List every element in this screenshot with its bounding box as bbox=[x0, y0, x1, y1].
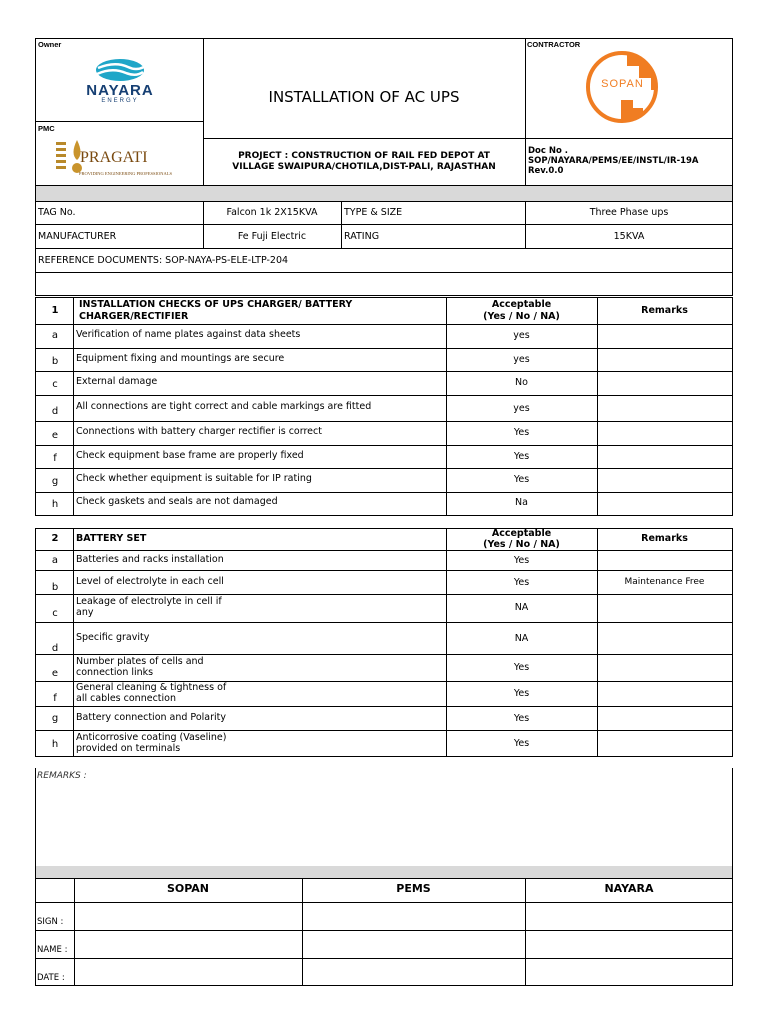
s1-row-a-value: yes bbox=[513, 330, 530, 341]
manufacturer-value: Fe Fuji Electric bbox=[237, 231, 307, 242]
s2-row-h-text-1: Anticorrosive coating (Vaseline) bbox=[76, 732, 227, 743]
s2-row-c-text-1: Leakage of electrolyte in cell if bbox=[76, 596, 222, 607]
type-value: Three Phase ups bbox=[589, 207, 669, 218]
s2-row-f-text-2: all cables connection bbox=[76, 693, 176, 704]
s1-line-c bbox=[35, 395, 733, 396]
s1-row-b-value: yes bbox=[513, 354, 530, 365]
s2-line-c bbox=[35, 622, 733, 623]
contractor-label: CONTRACTOR bbox=[527, 40, 581, 49]
s1-row-e-letter: e bbox=[51, 430, 59, 441]
info-line-3 bbox=[35, 272, 733, 273]
s2-row-a-text: Batteries and racks installation bbox=[76, 554, 224, 565]
date-label: DATE : bbox=[37, 973, 65, 983]
contractor-logo bbox=[585, 50, 660, 125]
s2-row-b-text: Level of electrolyte in each cell bbox=[76, 576, 224, 587]
sign-label: SIGN : bbox=[37, 917, 64, 927]
s1-row-b-text: Equipment fixing and mountings are secure bbox=[76, 353, 285, 364]
s1-row-d-text: All connections are tight correct and cable markings are fitted bbox=[76, 401, 372, 412]
s2-row-d-text: Specific gravity bbox=[76, 632, 150, 643]
s1-row-f-value: Yes bbox=[513, 451, 530, 462]
s1-row-c-letter: c bbox=[52, 379, 58, 390]
s2-row-f-text-1: General cleaning & tightness of bbox=[76, 682, 227, 693]
s2-row-h-letter: h bbox=[51, 739, 59, 750]
s1-line-e bbox=[35, 445, 733, 446]
s2-row-d-letter: d bbox=[51, 643, 59, 654]
name-label: NAME : bbox=[37, 945, 68, 955]
section1-title-1: INSTALLATION CHECKS OF UPS CHARGER/ BATTERY bbox=[79, 299, 353, 310]
s2-row-g-letter: g bbox=[51, 713, 59, 724]
section1-remarks-header: Remarks bbox=[641, 305, 688, 316]
s1-vline-3 bbox=[597, 297, 598, 516]
separator-bar-2 bbox=[35, 866, 733, 878]
project-line-1: PROJECT : CONSTRUCTION OF RAIL FED DEPOT AT bbox=[238, 151, 490, 161]
rating-value: 15KVA bbox=[613, 231, 645, 242]
s2-row-e-value: Yes bbox=[513, 662, 530, 673]
s2-line-b bbox=[35, 594, 733, 595]
s2-line-a bbox=[35, 570, 733, 571]
s2-row-a-letter: a bbox=[51, 555, 59, 566]
project-line-2: VILLAGE SWAIPURA/CHOTILA,DIST-PALI, RAJASTHAN bbox=[232, 162, 496, 172]
s1-line-d bbox=[35, 421, 733, 422]
sign-field-nayara[interactable] bbox=[526, 903, 732, 929]
s1-row-h-text: Check gaskets and seals are not damaged bbox=[76, 496, 278, 507]
s2-row-c-letter: c bbox=[52, 608, 58, 619]
owner-logo-sub: ENERGY bbox=[101, 98, 139, 104]
info-line-1 bbox=[35, 224, 733, 225]
s1-row-g-text: Check whether equipment is suitable for IP rating bbox=[76, 473, 312, 484]
header-mid-line bbox=[203, 138, 733, 139]
s2-line-f bbox=[35, 706, 733, 707]
date-field-nayara[interactable] bbox=[526, 959, 732, 985]
contractor-logo-name: SOPAN bbox=[601, 78, 644, 90]
s1-row-g-letter: g bbox=[51, 476, 59, 487]
s2-row-g-value: Yes bbox=[513, 713, 530, 724]
s1-row-c-text: External damage bbox=[76, 376, 158, 387]
section2-remarks-header: Remarks bbox=[641, 533, 688, 544]
sign-field-sopan[interactable] bbox=[75, 903, 301, 929]
doc-number: SOP/NAYARA/PEMS/EE/INSTL/IR-19A bbox=[528, 156, 699, 166]
s1-line-b bbox=[35, 371, 733, 372]
s1-line-a bbox=[35, 348, 733, 349]
tag-value: Falcon 1k 2X15KVA bbox=[226, 207, 318, 218]
pmc-label: PMC bbox=[38, 124, 55, 133]
s2-row-b-value: Yes bbox=[513, 577, 530, 588]
s2-row-e-text-1: Number plates of cells and bbox=[76, 656, 204, 667]
s2-row-e-text-2: connection links bbox=[76, 667, 154, 678]
section1-number: 1 bbox=[51, 305, 59, 316]
s1-row-e-value: Yes bbox=[513, 427, 530, 438]
reference-documents: REFERENCE DOCUMENTS: SOP-NAYA-PS-ELE-LTP-204 bbox=[38, 255, 289, 266]
section1-acceptable-1: Acceptable bbox=[491, 299, 552, 310]
s2-row-h-text-2: provided on terminals bbox=[76, 743, 181, 754]
s2-row-d-value: NA bbox=[514, 633, 529, 644]
remarks-label: REMARKS : bbox=[37, 771, 87, 781]
owner-pmc-line bbox=[35, 121, 203, 122]
s1-row-b-letter: b bbox=[51, 356, 59, 367]
s1-row-a-text: Verification of name plates against data sheets bbox=[76, 329, 301, 340]
s2-row-c-value: NA bbox=[514, 602, 529, 613]
signoff-col-pems: PEMS bbox=[396, 882, 431, 895]
name-field-nayara[interactable] bbox=[526, 931, 732, 957]
pmc-logo bbox=[56, 136, 186, 180]
s1-row-g-value: Yes bbox=[513, 474, 530, 485]
s1-line-h bbox=[35, 324, 733, 325]
s1-row-d-value: yes bbox=[513, 403, 530, 414]
signoff-col-nayara: NAYARA bbox=[604, 882, 654, 895]
rating-label: RATING bbox=[344, 231, 380, 242]
owner-logo-name: NAYARA bbox=[86, 82, 154, 99]
date-field-pems[interactable] bbox=[303, 959, 524, 985]
s2-row-b-remark: Maintenance Free bbox=[624, 577, 705, 587]
s2-row-g-text: Battery connection and Polarity bbox=[76, 712, 226, 723]
s1-line-f bbox=[35, 468, 733, 469]
date-field-sopan[interactable] bbox=[75, 959, 301, 985]
doc-label: Doc No . bbox=[528, 146, 569, 156]
section2-acceptable-2: (Yes / No / NA) bbox=[483, 539, 560, 550]
owner-logo bbox=[70, 55, 170, 105]
s1-row-e-text: Connections with battery charger rectifier is correct bbox=[76, 426, 322, 437]
name-field-sopan[interactable] bbox=[75, 931, 301, 957]
s2-row-f-letter: f bbox=[53, 693, 57, 704]
s2-row-h-value: Yes bbox=[513, 738, 530, 749]
type-label: TYPE & SIZE bbox=[344, 207, 403, 218]
remarks-box bbox=[35, 768, 733, 866]
s1-row-h-letter: h bbox=[51, 499, 59, 510]
signoff-col-sopan: SOPAN bbox=[166, 882, 210, 895]
s2-vline-3 bbox=[597, 528, 598, 757]
info-line-2 bbox=[35, 248, 733, 249]
s2-row-f-value: Yes bbox=[513, 688, 530, 699]
s2-row-c-text-2: any bbox=[76, 607, 94, 618]
section2-number: 2 bbox=[51, 533, 59, 544]
section1-acceptable-2: (Yes / No / NA) bbox=[483, 311, 560, 322]
pmc-logo-name: PRAGATI bbox=[80, 149, 148, 166]
document-title: INSTALLATION OF AC UPS bbox=[268, 88, 460, 106]
name-field-pems[interactable] bbox=[303, 931, 524, 957]
s1-row-a-letter: a bbox=[51, 330, 59, 341]
info-vline-2 bbox=[341, 201, 342, 248]
section2-acceptable-1: Acceptable bbox=[491, 528, 552, 539]
section2-title: BATTERY SET bbox=[76, 533, 147, 544]
s2-line-h bbox=[35, 550, 733, 551]
s2-line-g bbox=[35, 730, 733, 731]
s2-line-d bbox=[35, 654, 733, 655]
s1-row-d-letter: d bbox=[51, 406, 59, 417]
s2-row-b-letter: b bbox=[51, 582, 59, 593]
s2-row-e-letter: e bbox=[51, 668, 59, 679]
pmc-logo-sub: PROVIDING ENGINEERING PROFESSIONALS bbox=[79, 171, 173, 176]
s1-row-c-value: No bbox=[515, 377, 528, 388]
s2-row-a-value: Yes bbox=[513, 555, 530, 566]
separator-bar-1 bbox=[35, 186, 733, 201]
section1-title-2: CHARGER/RECTIFIER bbox=[79, 311, 189, 322]
s1-row-f-letter: f bbox=[53, 453, 57, 464]
s1-row-f-text: Check equipment base frame are properly fixed bbox=[76, 450, 304, 461]
tag-label: TAG No. bbox=[38, 207, 76, 218]
sign-field-pems[interactable] bbox=[303, 903, 524, 929]
doc-revision: Rev.0.0 bbox=[528, 166, 564, 176]
s1-line-g bbox=[35, 492, 733, 493]
manufacturer-label: MANUFACTURER bbox=[38, 231, 117, 242]
s1-row-h-value: Na bbox=[515, 497, 528, 508]
owner-label: Owner bbox=[38, 40, 62, 49]
header-divider-right bbox=[525, 38, 526, 186]
